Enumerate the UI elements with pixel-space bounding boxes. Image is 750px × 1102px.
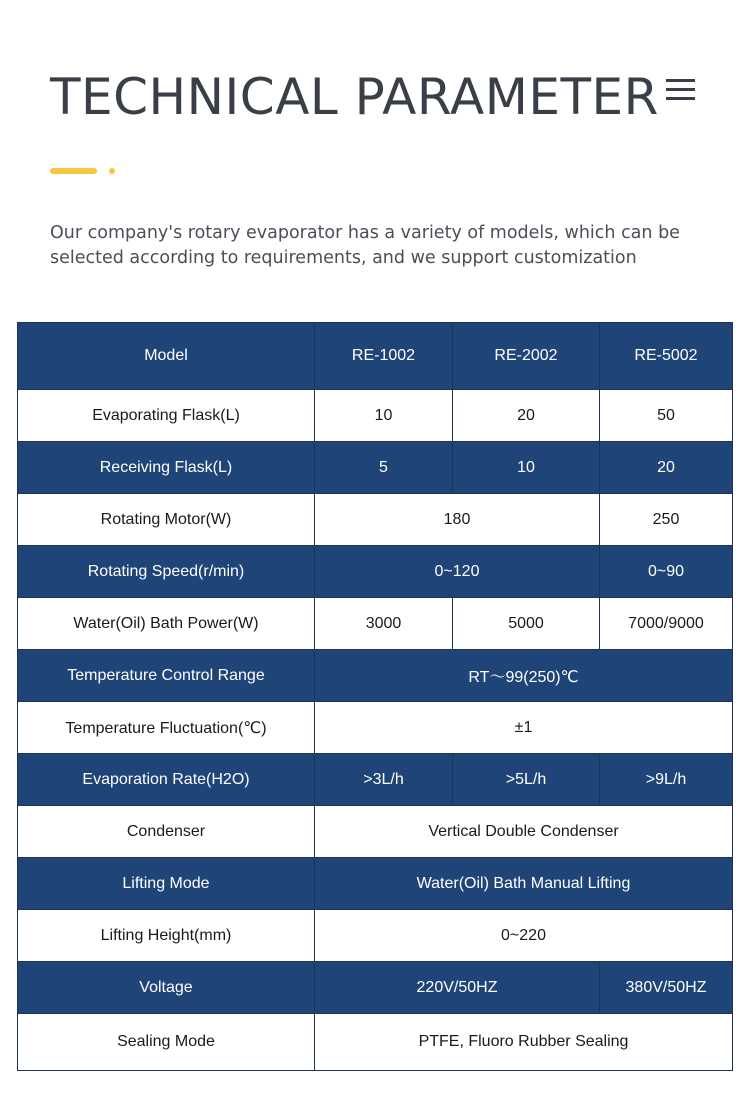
table-row-condenser	[18, 806, 733, 858]
cell-value: 0~90	[600, 546, 733, 598]
cell-value: 250	[600, 494, 733, 546]
cell-value: 50	[600, 390, 733, 442]
accent-bar	[50, 168, 97, 174]
cell-value: 20	[453, 390, 600, 442]
table-row-bath-power	[18, 598, 733, 650]
cell-value: 5000	[453, 598, 600, 650]
table-row-rotating-speed	[18, 546, 733, 598]
table-row-temperature-fluctuation	[18, 702, 733, 754]
table-row-receiving-flask	[18, 442, 733, 494]
technical-parameter-table	[17, 322, 733, 1071]
table-row-lifting-mode	[18, 858, 733, 910]
menu-line	[666, 88, 695, 91]
cell-value: >5L/h	[453, 754, 600, 806]
row-label: Water(Oil) Bath Power(W)	[18, 598, 315, 650]
table-row-evaporating-flask	[18, 390, 733, 442]
table-row-model	[18, 323, 733, 390]
row-label: Model	[18, 323, 315, 390]
cell-value: RE-2002	[453, 323, 600, 390]
page-title: TECHNICAL PARAMETER	[50, 68, 659, 126]
cell-value: Vertical Double Condenser	[315, 806, 733, 858]
cell-value: ±1	[315, 702, 733, 754]
row-label: Lifting Mode	[18, 858, 315, 910]
cell-value: >3L/h	[315, 754, 453, 806]
accent-dot	[109, 168, 115, 174]
row-label: Lifting Height(mm)	[18, 910, 315, 962]
menu-line	[666, 97, 695, 100]
menu-line	[666, 79, 695, 82]
row-label: Temperature Fluctuation(℃)	[18, 702, 315, 754]
cell-value: 5	[315, 442, 453, 494]
row-label: Evaporating Flask(L)	[18, 390, 315, 442]
row-label: Condenser	[18, 806, 315, 858]
cell-value: 10	[315, 390, 453, 442]
table-row-lifting-height	[18, 910, 733, 962]
row-label: Rotating Motor(W)	[18, 494, 315, 546]
cell-value: 380V/50HZ	[600, 962, 733, 1014]
cell-value: 3000	[315, 598, 453, 650]
cell-value: 20	[600, 442, 733, 494]
table-row-voltage	[18, 962, 733, 1014]
hamburger-menu-icon[interactable]	[666, 79, 695, 101]
cell-value: 0~120	[315, 546, 600, 598]
cell-value: RT～99(250)℃	[315, 650, 733, 702]
row-label: Temperature Control Range	[18, 650, 315, 702]
cell-value: Water(Oil) Bath Manual Lifting	[315, 858, 733, 910]
intro-text: Our company's rotary evaporator has a variety of models, which can be selected according to requirements, and we support customization	[50, 223, 680, 268]
table-row-sealing-mode	[18, 1014, 733, 1071]
cell-value: 7000/9000	[600, 598, 733, 650]
table-row-rotating-motor	[18, 494, 733, 546]
row-label: Receiving Flask(L)	[18, 442, 315, 494]
row-label: Voltage	[18, 962, 315, 1014]
row-label: Evaporation Rate(H2O)	[18, 754, 315, 806]
cell-value: RE-1002	[315, 323, 453, 390]
row-label: Sealing Mode	[18, 1014, 315, 1071]
cell-value: PTFE, Fluoro Rubber Sealing	[315, 1014, 733, 1071]
table-row-evaporation-rate	[18, 754, 733, 806]
cell-value: 10	[453, 442, 600, 494]
cell-value: 0~220	[315, 910, 733, 962]
row-label: Rotating Speed(r/min)	[18, 546, 315, 598]
cell-value: 220V/50HZ	[315, 962, 600, 1014]
cell-value: RE-5002	[600, 323, 733, 390]
cell-value: 180	[315, 494, 600, 546]
cell-value: >9L/h	[600, 754, 733, 806]
table-row-temperature-range	[18, 650, 733, 702]
